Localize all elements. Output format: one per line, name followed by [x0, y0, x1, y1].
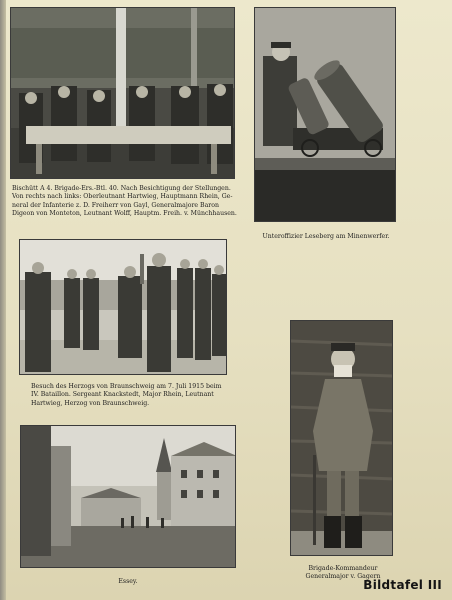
photo-essey: [20, 425, 236, 568]
caption-mortar: Unteroffizier Leseberg am Minenwerfer.: [262, 233, 390, 240]
caption-essey: Essey.: [118, 578, 138, 585]
photo-mortar: [254, 7, 396, 222]
caption-officers-table: Bischütt A 4. Brigade-Ers.-Btl. 40. Nach Besichtigung der Stellungen. Von rechts nach links: Oberleutnant Hartwieg, Hauptmann Rhein, Ge- neral der Infanterie z. D. Freiherr von Gayl, Generalmajore Baron Digeon von Monteton, Leutnant Wolff, Hauptm. Freih. v. Münchhausen.: [12, 185, 237, 217]
caption-duke-visit: Besuch des Herzogs von Braunschweig am 7. Juli 1915 beim IV. Bataillon. Sergeant Knackstedt, Major Rhein, Leutnant Hartwieg, Herzog von Braunschweig.: [31, 383, 222, 407]
caption-commander: Brigade-Kommandeur Generalmajor v. Gagern: [305, 565, 381, 581]
photo-duke-visit: [19, 239, 227, 375]
binding-edge: [0, 0, 6, 600]
photo-commander: [290, 320, 393, 556]
plate-label: Bildtafel III: [363, 578, 442, 592]
photo-officers-table: [10, 7, 235, 179]
